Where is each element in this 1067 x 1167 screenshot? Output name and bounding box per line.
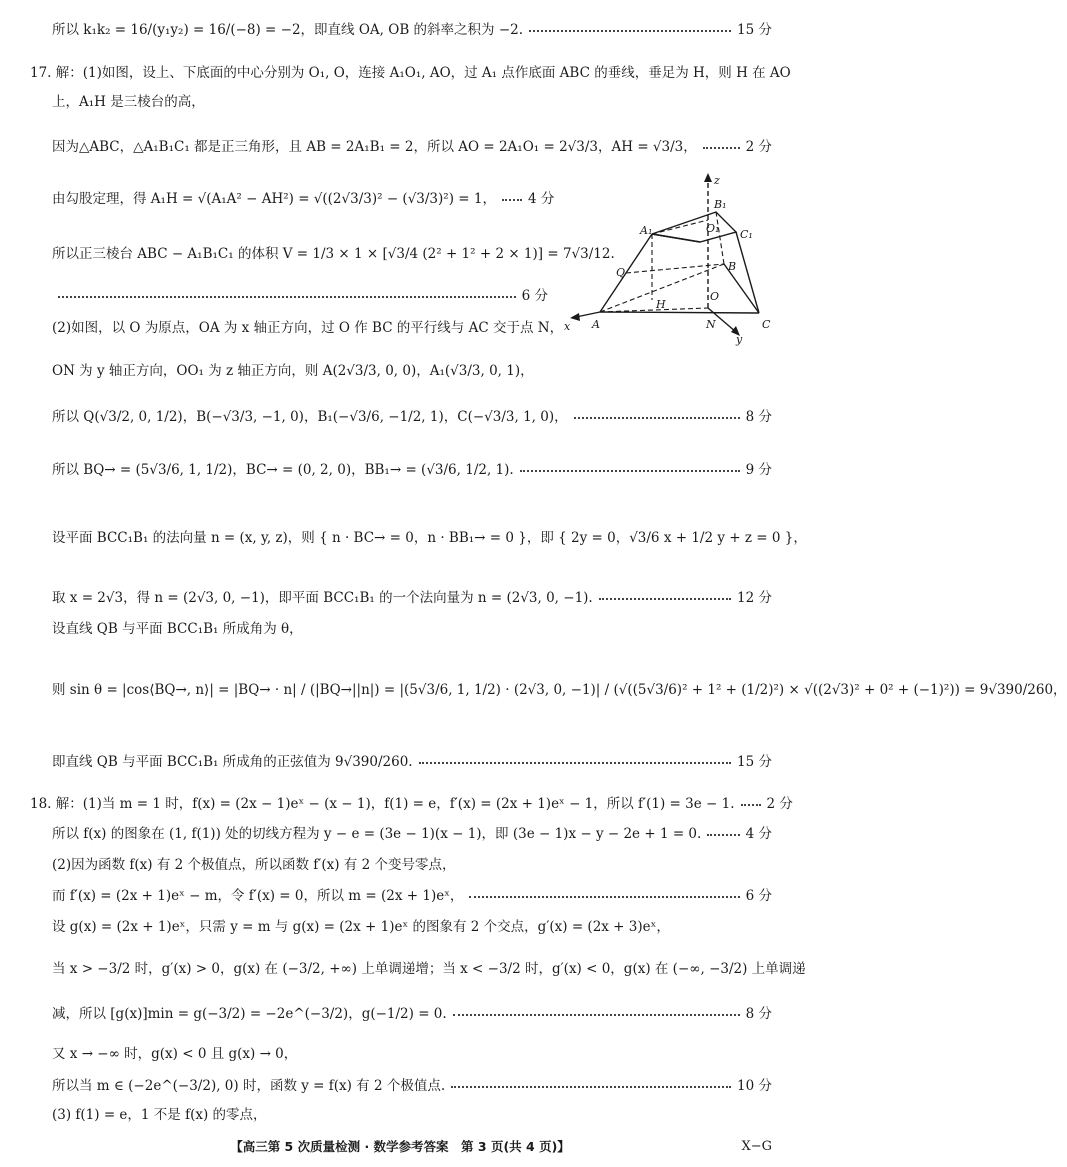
leader-dots [469, 896, 739, 898]
top-face [652, 212, 736, 242]
segment-A1O1 [652, 220, 708, 234]
answer-line [30, 790, 793, 814]
line-text: 所以正三棱台 ABC − A₁B₁C₁ 的体积 V = 1/3 × 1 × [√3/4 (2² + 1² + 2 × 1)] = 7√3/12. [52, 246, 615, 262]
line-text: 因为△ABC，△A₁B₁C₁ 都是正三角形，且 AB = 2A₁B₁ = 2，所以 AO = 2A₁O₁ = 2√3/3，AH = √3/3， [52, 139, 697, 155]
line-text: 设直线 QB 与平面 BCC₁B₁ 所成角为 θ， [52, 621, 303, 637]
answer-line [52, 357, 772, 381]
score-label: 12 分 [737, 590, 772, 606]
line-text: 上，A₁H 是三棱台的高， [52, 94, 205, 110]
answer-line [52, 615, 772, 639]
answer-line [52, 1072, 772, 1096]
answer-line [52, 240, 615, 264]
score-label: 2 分 [766, 796, 793, 812]
label-O: O [710, 290, 720, 303]
edge-A1-front [652, 234, 700, 242]
answer-line [52, 1000, 772, 1024]
answer-line [52, 133, 772, 157]
line-text: 取 x = 2√3，得 n = (2√3, 0, −1)，即平面 BCC₁B₁ 的一个法向量为 n = (2√3, 0, −1). [52, 590, 593, 606]
answer-line [52, 584, 772, 608]
edge-CC1 [736, 232, 759, 313]
line-text: (2)如图，以 O 为原点，OA 为 x 轴正方向，过 O 作 BC 的平行线与 AC 交于点 N， [52, 320, 564, 336]
leader-dots [520, 470, 740, 472]
label-Q: Q [616, 266, 626, 279]
label-B1: B₁ [714, 198, 727, 211]
leader-dots [574, 417, 740, 419]
label-C: C [762, 318, 771, 331]
line-text: 即直线 QB 与平面 BCC₁B₁ 所成角的正弦值为 9√390/260. [52, 754, 413, 770]
line-text: (3) f(1) = e，1 不是 f(x) 的零点， [52, 1107, 267, 1123]
label-x: x [564, 320, 571, 333]
label-z: z [714, 174, 720, 187]
label-N: N [706, 318, 716, 331]
answer-line [52, 1101, 772, 1125]
leader-dots [599, 598, 731, 600]
page-footer [0, 1135, 800, 1157]
score-label: 2 分 [745, 139, 772, 155]
label-A1: A₁ [640, 224, 653, 237]
answer-line [52, 88, 772, 112]
leader-dots [58, 296, 516, 298]
answer-line [52, 185, 555, 209]
answer-line [52, 403, 772, 427]
label-A: A [592, 318, 600, 331]
edge-AC [600, 312, 759, 313]
line-text: 设 g(x) = (2x + 1)eˣ，只需 y = m 与 g(x) = (2x + 1)eˣ 的图象有 2 个交点，g′(x) = (2x + 3)eˣ， [52, 919, 670, 935]
answer-line [52, 314, 564, 338]
answer-line [52, 955, 806, 979]
score-label: 4 分 [745, 826, 772, 842]
line-text: 所以 k₁k₂ = 16/(y₁y₂) = 16/(−8) = −2，即直线 OA, OB 的斜率之积为 −2. [52, 22, 524, 38]
segment-AO [600, 308, 708, 312]
answer-line [52, 1040, 772, 1064]
answer-line [52, 913, 772, 937]
line-text: 则 sin θ = |cos⟨BQ→, n⟩| = |BQ→ · n| / (|BQ→||n|) = |(5√3/6, 1, 1/2) · (2√3, 0, −1)| / (√((5√3/6)² + 1² + (1/2)²) × √((2√3)² + 0² + (−1)²)) = 9√390/260， [52, 682, 1067, 698]
label-O1: O₁ [706, 222, 720, 235]
leader-dots [419, 762, 731, 764]
score-label: 8 分 [745, 409, 772, 425]
label-y: y [736, 333, 743, 346]
score-label: 4 分 [527, 191, 555, 207]
answer-line [52, 16, 772, 40]
score-label: 6 分 [745, 888, 772, 904]
x-arrow-icon [570, 313, 580, 321]
line-text: 18. 解：(1)当 m = 1 时，f(x) = (2x − 1)eˣ − (x − 1)，f(1) = e，f′(x) = (2x + 1)eˣ − 1，所以 f′(1) = 3e − 1. [30, 796, 735, 812]
line-text: 所以 BQ→ = (5√3/6, 1, 1/2)，BC→ = (0, 2, 0)，BB₁→ = (√3/6, 1/2, 1). [52, 462, 514, 478]
answer-line [52, 524, 807, 548]
answer-line [52, 676, 1067, 700]
leader-dots [741, 804, 761, 806]
label-H: H [656, 298, 666, 311]
answer-line [52, 820, 772, 844]
line-text: 所以 Q(√3/2, 0, 1/2)，B(−√3/3, −1, 0)，B₁(−√3/6, −1/2, 1)，C(−√3/3, 1, 0)， [52, 409, 568, 425]
line-text: 当 x > −3/2 时，g′(x) > 0，g(x) 在 (−3/2, +∞) 上单调递增；当 x < −3/2 时，g′(x) < 0，g(x) 在 (−∞, −3/2) 上单调递 [52, 961, 806, 977]
line-text: 而 f′(x) = (2x + 1)eˣ − m，令 f′(x) = 0，所以 m = (2x + 1)eˣ， [52, 888, 464, 904]
x-axis [576, 312, 600, 317]
label-B: B [728, 260, 737, 273]
score-label: 9 分 [745, 462, 772, 478]
score-label: 8 分 [745, 1006, 772, 1022]
line-text: 设平面 BCC₁B₁ 的法向量 n = (x, y, z)，则 { n · BC→ = 0，n · BB₁→ = 0 }，即 { 2y = 0，√3/6 x + 1/2 y + z = 0 }， [52, 530, 807, 546]
score-label: 15 分 [737, 22, 772, 38]
line-text: 所以当 m ∈ (−2e^(−3/2), 0) 时，函数 y = f(x) 有 2 个极值点. [52, 1078, 446, 1094]
edge-BB1-hidden [716, 212, 724, 264]
answer-line [52, 282, 548, 306]
leader-dots [529, 30, 731, 32]
z-arrow-icon [704, 173, 712, 182]
segment-QB [626, 264, 724, 273]
answer-line [52, 851, 772, 875]
line-text: 所以 f(x) 的图象在 (1, f(1)) 处的切线方程为 y − e = (3e − 1)(x − 1)，即 (3e − 1)x − y − 2e + 1 = 0. [52, 826, 702, 842]
leader-dots [453, 1014, 740, 1016]
label-C1: C₁ [740, 228, 753, 241]
line-text: 17. 解：(1)如图，设上、下底面的中心分别为 O₁, O，连接 A₁O₁, AO，过 A₁ 点作底面 ABC 的垂线，垂足为 H，则 H 在 AO [30, 65, 791, 81]
score-label: 10 分 [737, 1078, 772, 1094]
footer-title: 【高三第 5 次质量检测 · 数学参考答案 第 3 页(共 4 页)】 [230, 1139, 570, 1154]
answer-line [52, 456, 772, 480]
frustum-figure [560, 172, 786, 344]
answer-line [30, 59, 791, 83]
answer-line [52, 748, 772, 772]
line-text: ON 为 y 轴正方向，OO₁ 为 z 轴正方向，则 A(2√3/3, 0, 0)，A₁(√3/3, 0, 1)， [52, 363, 534, 379]
score-label: 6 分 [521, 288, 548, 304]
line-text: 由勾股定理，得 A₁H = √(A₁A² − AH²) = √((2√3/3)² − (√3/3)²) = 1， [52, 191, 496, 207]
footer-code: X−G [741, 1138, 772, 1154]
score-label: 15 分 [737, 754, 772, 770]
leader-dots [703, 147, 740, 149]
answer-line [52, 882, 772, 906]
line-text: 减，所以 [g(x)]min = g(−3/2) = −2e^(−3/2)，g(−1/2) = 0. [52, 1006, 447, 1022]
leader-dots [707, 834, 739, 836]
line-text: (2)因为函数 f(x) 有 2 个极值点，所以函数 f′(x) 有 2 个变号零点， [52, 857, 456, 873]
leader-dots [502, 199, 522, 201]
leader-dots [451, 1086, 731, 1088]
line-text: 又 x → −∞ 时，g(x) < 0 且 g(x) → 0， [52, 1046, 298, 1062]
